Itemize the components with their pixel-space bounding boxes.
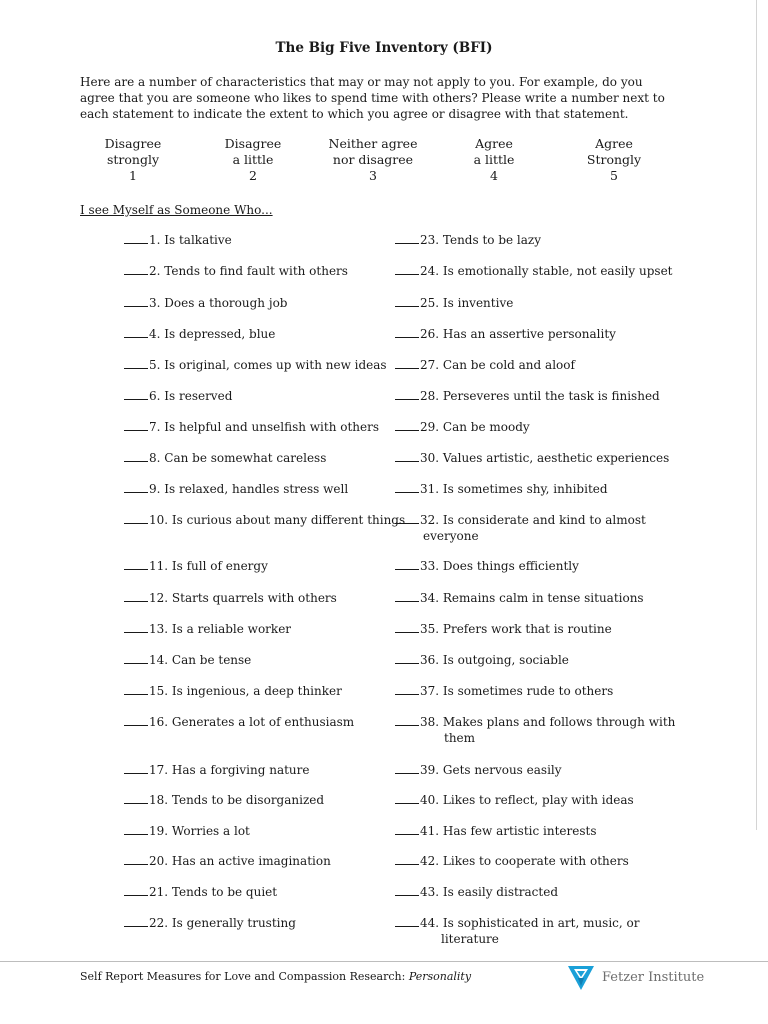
answer-blank[interactable] <box>395 590 419 602</box>
answer-blank[interactable] <box>395 762 419 774</box>
answer-blank[interactable] <box>124 762 148 774</box>
survey-item-25 <box>395 295 513 311</box>
survey-item-22 <box>124 915 296 931</box>
answer-blank[interactable] <box>124 621 148 633</box>
answer-blank[interactable] <box>395 621 419 633</box>
answer-blank[interactable] <box>395 652 419 664</box>
answer-blank[interactable] <box>124 590 148 602</box>
survey-item-text: 28. Perseveres until the task is finished <box>420 389 660 403</box>
survey-item-text: 42. Likes to cooperate with others <box>420 854 629 868</box>
survey-item-32 <box>395 512 646 544</box>
scale-option-line2: a little <box>232 152 274 167</box>
answer-blank[interactable] <box>395 714 419 726</box>
survey-item-text: 16. Generates a lot of enthusiasm <box>149 715 355 729</box>
survey-item-text: 19. Worries a lot <box>149 824 250 838</box>
instructions-paragraph: Here are a number of characteristics that may or may not apply to you. For example, do you agree that you are someone who likes to spend time with others? Please write a number next to each statement to indicate the extent to which you agree or disagree with that statement. <box>80 75 665 121</box>
survey-item-18 <box>124 792 324 808</box>
scale-option-2 <box>193 136 313 184</box>
survey-item-15 <box>124 683 342 699</box>
answer-blank[interactable] <box>124 823 148 835</box>
answer-blank[interactable] <box>124 884 148 896</box>
answer-blank[interactable] <box>124 853 148 865</box>
answer-blank[interactable] <box>124 263 148 275</box>
survey-item-13 <box>124 621 291 637</box>
answer-blank[interactable] <box>124 915 148 927</box>
footer-divider <box>0 961 768 962</box>
footer-citation <box>80 970 471 983</box>
survey-item-19 <box>124 823 250 839</box>
survey-item-text: 44. Is sophisticated in art, music, or <box>420 916 640 930</box>
survey-item-text: 17. Has a forgiving nature <box>149 763 310 777</box>
survey-item-36 <box>395 652 569 668</box>
fetzer-logo-icon <box>566 962 596 996</box>
scale-option-1 <box>73 136 193 184</box>
scale-option-line2: strongly <box>106 152 160 167</box>
answer-blank[interactable] <box>395 357 419 369</box>
survey-item-text: 14. Can be tense <box>149 653 252 667</box>
survey-item-6 <box>124 388 232 404</box>
fetzer-institute-name: Fetzer Institute <box>602 970 705 985</box>
survey-item-4 <box>124 326 275 342</box>
answer-blank[interactable] <box>395 683 419 695</box>
survey-item-text: 22. Is generally trusting <box>149 916 296 930</box>
survey-item-text: 10. Is curious about many different things <box>149 513 406 527</box>
survey-item-text: 11. Is full of energy <box>149 559 268 573</box>
survey-item-16 <box>124 714 354 730</box>
survey-item-text: 35. Prefers work that is routine <box>420 622 612 636</box>
answer-blank[interactable] <box>124 295 148 307</box>
answer-blank[interactable] <box>395 512 419 524</box>
scale-option-value: 2 <box>249 168 257 183</box>
page-edge-divider <box>756 0 757 830</box>
scale-option-value: 5 <box>610 168 618 183</box>
answer-blank[interactable] <box>395 481 419 493</box>
survey-item-14 <box>124 652 251 668</box>
survey-item-text: 12. Starts quarrels with others <box>149 591 337 605</box>
answer-blank[interactable] <box>395 558 419 570</box>
survey-item-text: 39. Gets nervous easily <box>420 763 562 777</box>
survey-item-text: 36. Is outgoing, sociable <box>420 653 569 667</box>
section-heading: I see Myself as Someone Who... <box>80 203 273 217</box>
answer-blank[interactable] <box>395 388 419 400</box>
survey-item-text: 29. Can be moody <box>420 420 530 434</box>
survey-item-44 <box>395 915 640 947</box>
answer-blank[interactable] <box>395 263 419 275</box>
survey-item-text: 31. Is sometimes shy, inhibited <box>420 482 608 496</box>
answer-blank[interactable] <box>395 450 419 462</box>
survey-item-34 <box>395 590 644 606</box>
survey-item-21 <box>124 884 277 900</box>
answer-blank[interactable] <box>124 652 148 664</box>
survey-item-text: 2. Tends to find fault with others <box>149 264 348 278</box>
survey-item-text: 4. Is depressed, blue <box>149 327 276 341</box>
answer-blank[interactable] <box>395 792 419 804</box>
survey-item-28 <box>395 388 660 404</box>
survey-item-text: 33. Does things efficiently <box>420 559 579 573</box>
answer-blank[interactable] <box>395 915 419 927</box>
survey-item-text: 5. Is original, comes up with new ideas <box>149 358 387 372</box>
survey-item-7 <box>124 419 379 435</box>
answer-blank[interactable] <box>124 481 148 493</box>
survey-item-12 <box>124 590 337 606</box>
survey-item-text: 7. Is helpful and unselfish with others <box>149 420 380 434</box>
survey-item-9 <box>124 481 348 497</box>
survey-item-39 <box>395 762 562 778</box>
answer-blank[interactable] <box>124 326 148 338</box>
survey-item-8 <box>124 450 326 466</box>
scale-option-5 <box>554 136 674 184</box>
survey-item-33 <box>395 558 579 574</box>
survey-item-text: 21. Tends to be quiet <box>149 885 278 899</box>
survey-item-text: 38. Makes plans and follows through with <box>420 715 676 729</box>
answer-blank[interactable] <box>395 823 419 835</box>
survey-item-17 <box>124 762 310 778</box>
survey-item-42 <box>395 853 629 869</box>
answer-blank[interactable] <box>124 792 148 804</box>
answer-blank[interactable] <box>124 450 148 462</box>
survey-item-continuation: them <box>444 731 476 745</box>
footer-citation-text: Self Report Measures for Love and Compassion Research: <box>80 970 409 983</box>
survey-item-text: 6. Is reserved <box>149 389 233 403</box>
answer-blank[interactable] <box>124 419 148 431</box>
survey-item-text: 20. Has an active imagination <box>149 854 331 868</box>
scale-option-line1: Agree <box>475 136 513 151</box>
answer-blank[interactable] <box>124 512 148 524</box>
survey-item-text: 43. Is easily distracted <box>420 885 559 899</box>
survey-item-text: 30. Values artistic, aesthetic experiences <box>420 451 670 465</box>
survey-item-26 <box>395 326 616 342</box>
scale-option-value: 4 <box>490 168 498 183</box>
answer-blank[interactable] <box>395 326 419 338</box>
survey-item-text: 24. Is emotionally stable, not easily upset <box>420 264 673 278</box>
survey-item-text: 32. Is considerate and kind to almost <box>420 513 646 527</box>
scale-option-line1: Neither agree <box>328 136 418 151</box>
survey-item-29 <box>395 419 530 435</box>
answer-blank[interactable] <box>124 388 148 400</box>
footer-citation-italic: Personality <box>408 970 472 983</box>
survey-item-10 <box>124 512 405 528</box>
scale-option-value: 1 <box>129 168 137 183</box>
survey-item-5 <box>124 357 387 373</box>
answer-blank[interactable] <box>124 714 148 726</box>
survey-item-text: 18. Tends to be disorganized <box>149 793 325 807</box>
scale-option-4 <box>434 136 554 184</box>
survey-item-3 <box>124 295 287 311</box>
survey-item-text: 23. Tends to be lazy <box>420 233 542 247</box>
survey-item-31 <box>395 481 608 497</box>
scale-option-line1: Disagree <box>224 136 282 151</box>
scale-option-value: 3 <box>369 168 377 183</box>
answer-blank[interactable] <box>124 558 148 570</box>
survey-item-2 <box>124 263 348 279</box>
survey-item-text: 9. Is relaxed, handles stress well <box>149 482 349 496</box>
survey-item-11 <box>124 558 268 574</box>
survey-item-20 <box>124 853 331 869</box>
document-title: The Big Five Inventory (BFI) <box>275 40 493 56</box>
scale-option-line2: a little <box>473 152 515 167</box>
scale-option-line1: Disagree <box>104 136 162 151</box>
survey-item-text: 27. Can be cold and aloof <box>420 358 575 372</box>
survey-item-text: 13. Is a reliable worker <box>149 622 292 636</box>
survey-item-continuation: everyone <box>423 529 479 543</box>
survey-item-text: 25. Is inventive <box>420 296 514 310</box>
scale-option-line1: Agree <box>595 136 633 151</box>
survey-item-43 <box>395 884 558 900</box>
answer-blank[interactable] <box>395 295 419 307</box>
answer-blank[interactable] <box>395 232 419 244</box>
survey-item-30 <box>395 450 669 466</box>
survey-item-38 <box>395 714 675 746</box>
survey-item-text: 15. Is ingenious, a deep thinker <box>149 684 342 698</box>
answer-blank[interactable] <box>395 884 419 896</box>
scale-option-3 <box>313 136 433 184</box>
survey-item-text: 37. Is sometimes rude to others <box>420 684 614 698</box>
survey-item-text: 8. Can be somewhat careless <box>149 451 327 465</box>
survey-item-text: 3. Does a thorough job <box>149 296 288 310</box>
survey-item-24 <box>395 263 673 279</box>
survey-item-text: 26. Has an assertive personality <box>420 327 616 341</box>
survey-item-40 <box>395 792 634 808</box>
answer-blank[interactable] <box>395 419 419 431</box>
survey-item-text: 34. Remains calm in tense situations <box>420 591 644 605</box>
scale-option-line2: Strongly <box>586 152 642 167</box>
survey-item-text: 40. Likes to reflect, play with ideas <box>420 793 634 807</box>
survey-item-text: 41. Has few artistic interests <box>420 824 597 838</box>
survey-item-27 <box>395 357 575 373</box>
survey-item-1 <box>124 232 232 248</box>
answer-blank[interactable] <box>124 683 148 695</box>
survey-item-35 <box>395 621 612 637</box>
survey-item-23 <box>395 232 541 248</box>
survey-item-41 <box>395 823 597 839</box>
survey-item-37 <box>395 683 613 699</box>
survey-item-continuation: literature <box>441 932 499 946</box>
answer-blank[interactable] <box>395 853 419 865</box>
answer-blank[interactable] <box>124 232 148 244</box>
scale-option-line2: nor disagree <box>332 152 414 167</box>
answer-blank[interactable] <box>124 357 148 369</box>
survey-item-text: 1. Is talkative <box>149 233 232 247</box>
